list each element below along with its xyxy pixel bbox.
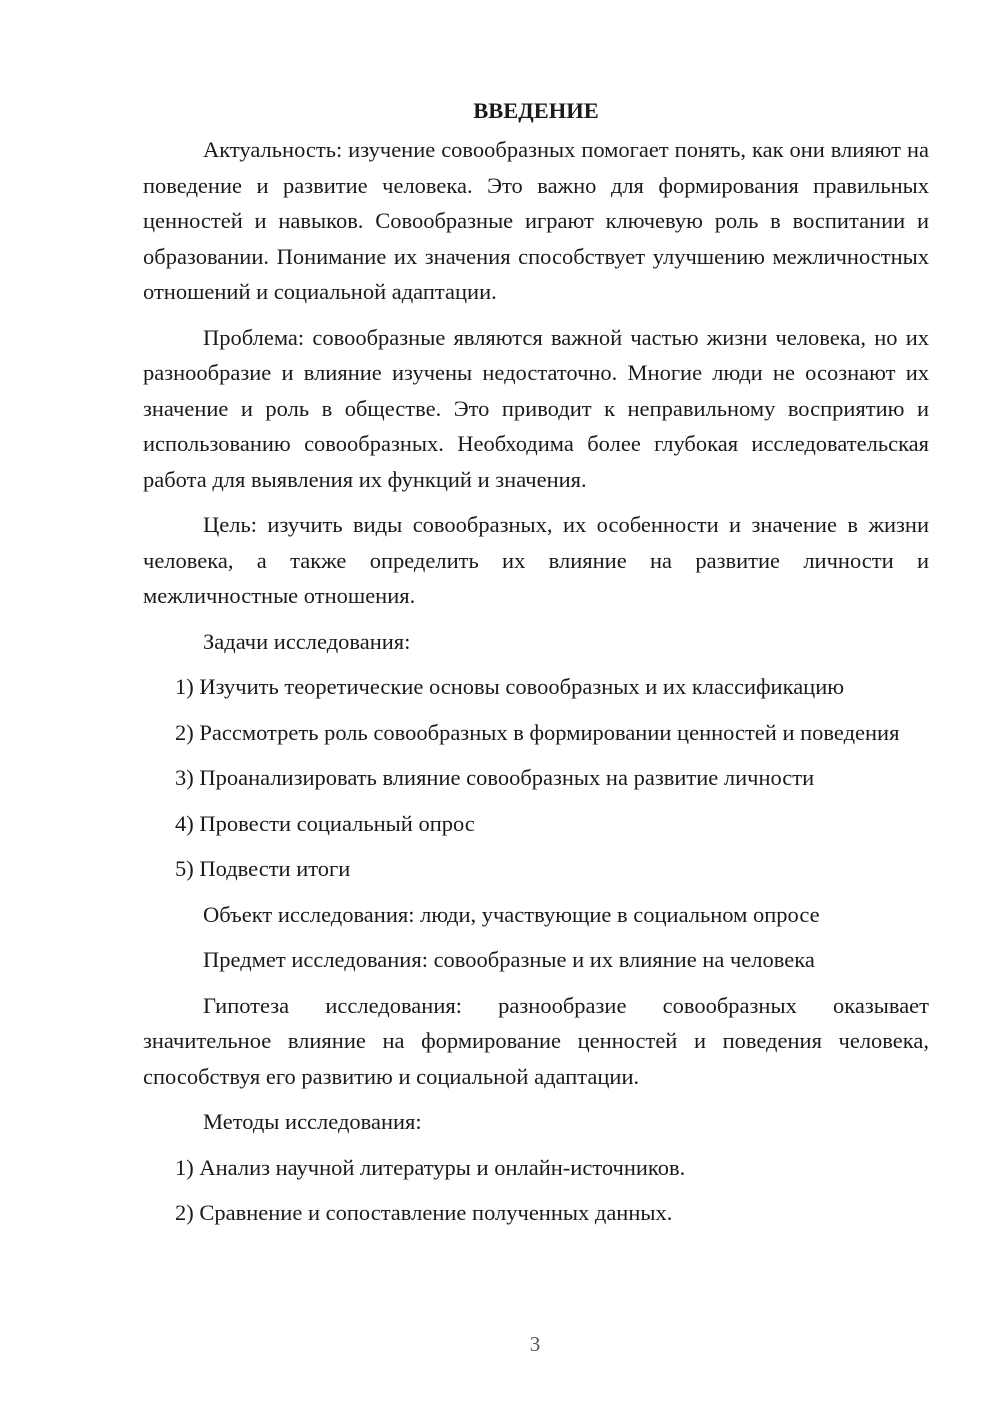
- task-item-3: 3) Проанализировать влияние совообразных на развитие личности: [175, 765, 815, 790]
- hypothesis-paragraph: Гипотеза исследования: разнообразие совообразных оказывает значительное влияние на формирование ценностей и поведения человека, способствуя его развитию и социальной адаптации.: [143, 992, 929, 1089]
- task-item-5: 5) Подвести итоги: [175, 856, 351, 881]
- task-item-1: 1) Изучить теоретические основы совообразных и их классификацию: [175, 674, 845, 699]
- subject-paragraph: Предмет исследования: совообразные и их влияние на человека: [203, 947, 815, 972]
- object-paragraph: Объект исследования: люди, участвующие в социальном опросе: [203, 901, 820, 927]
- relevance-paragraph: Актуальность: изучение совообразных помогает понять, как они влияют на поведение и развитие человека. Это важно для формирования правильных ценностей и навыков. Совообразные играют ключевую роль в воспитании и образовании. Понимание их значения способствует улучшению межличностных отношений и социальной адаптации.: [143, 137, 929, 304]
- tasks-heading: Задачи исследования:: [203, 628, 411, 654]
- goal-paragraph: Цель: изучить виды совообразных, их особенности и значение в жизни человека, а также определить их влияние на развитие личности и межличностные отношения.: [143, 512, 929, 608]
- problem-paragraph: Проблема: совообразные являются важной частью жизни человека, но их разнообразие и влияние изучены недостаточно. Многие люди не осознают их значение и роль в обществе. Это приводит к неправильному восприятию и использованию совообразных. Необходима более глубокая исследовательская работа для выявления их функций и значения.: [143, 324, 929, 492]
- methods-heading: Методы исследования:: [203, 1109, 422, 1134]
- section-title: ВВЕДЕНИЕ: [473, 98, 599, 123]
- method-item-1: 1) Анализ научной литературы и онлайн-источников.: [175, 1154, 686, 1180]
- task-item-2: 2) Рассмотреть роль совообразных в формировании ценностей и поведения: [175, 719, 900, 745]
- page-content: [143, 96, 929, 1241]
- page-number: 3: [529, 1332, 541, 1356]
- method-item-2: 2) Сравнение и сопоставление полученных данных.: [175, 1200, 673, 1225]
- task-item-4: 4) Провести социальный опрос: [175, 810, 475, 836]
